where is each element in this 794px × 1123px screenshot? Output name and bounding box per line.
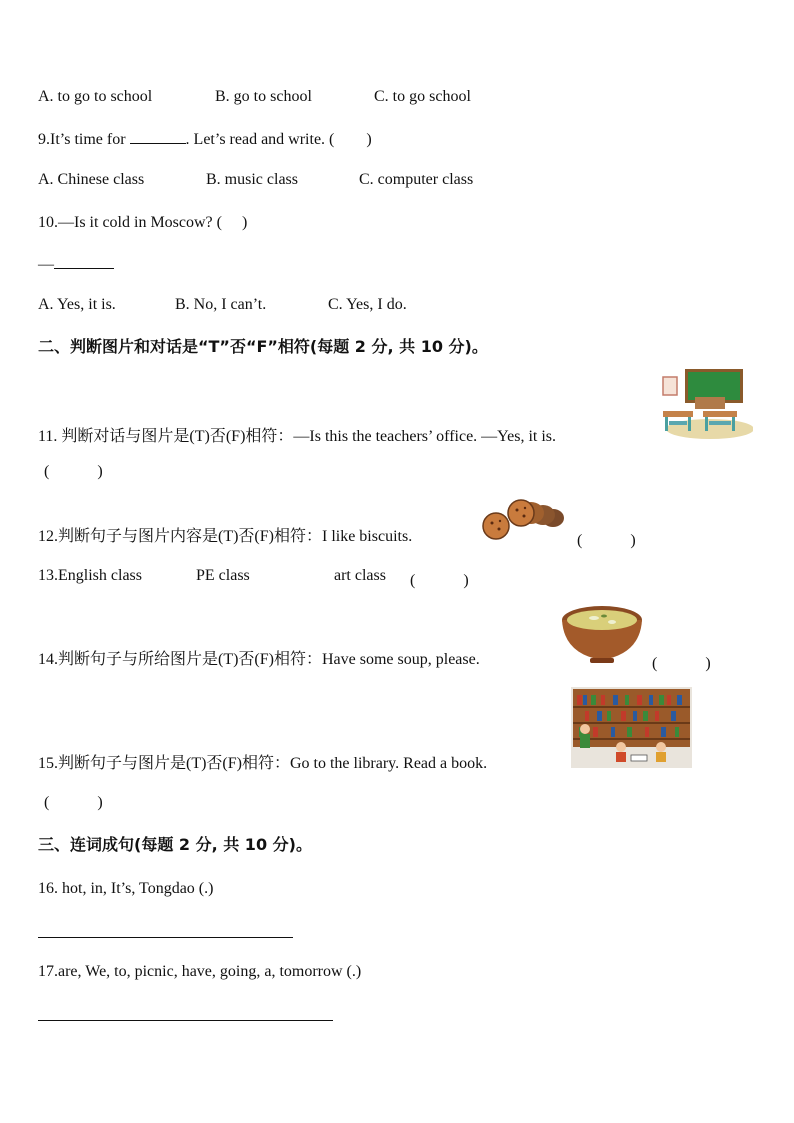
q8-option-b: B. go to school [215,88,312,105]
q9-stem [38,130,372,150]
q9-answer-paren: ( ) [329,131,372,148]
q10-stem: 10.—Is it cold in Moscow? ( ) [38,214,248,231]
q15-text: 15.判断句子与图片是(T)否(F)相符：Go to the library. Read a book. [38,755,488,772]
q16-answer-line [38,937,293,938]
section3-heading: 三、连词成句(每题 2 分, 共 10 分)。 [38,835,312,854]
q8-option-a: A. to go to school [38,88,153,105]
q10-option-b: B. No, I can’t. [175,296,267,313]
q10-blank [54,268,114,269]
q12-text: 12.判断句子与图片内容是(T)否(F)相符：I like biscuits. [38,528,413,545]
q13-item-english: 13.English class [38,567,142,584]
section2-heading: 二、判断图片和对话是“T”否“F”相符(每题 2 分, 共 10 分)。 [38,337,488,356]
q10-option-c: C. Yes, I do. [328,296,407,313]
q9-option-c: C. computer class [359,171,474,188]
q11-text: 11. 判断对话与图片是(T)否(F)相符：—Is this the teachers’ office. —Yes, it is. [38,428,557,445]
q9-option-b: B. music class [206,171,298,188]
q13-item-art: art class [334,567,386,584]
q11-answer-paren: ( ) [44,463,103,480]
q9-stem-before: 9.It’s time for [38,131,130,148]
q14-text: 14.判断句子与所给图片是(T)否(F)相符：Have some soup, please. [38,651,480,668]
q17-answer-line [38,1020,333,1021]
q12-answer-paren: ( ) [577,532,636,549]
biscuits-picture-icon [481,498,567,542]
q15-answer-paren: ( ) [44,794,103,811]
q13-answer-paren: ( ) [410,572,469,589]
q10-reply-line [38,255,114,275]
q17-text: 17.are, We, to, picnic, have, going, a, tomorrow (.) [38,963,362,980]
q13-item-pe: PE class [196,567,250,584]
q9-option-a: A. Chinese class [38,171,145,188]
q14-answer-paren: ( ) [652,655,711,672]
q9-blank [130,143,186,144]
q8-option-c: C. to go school [374,88,471,105]
classroom-picture-icon [655,367,753,443]
library-picture-icon [571,687,692,768]
q16-text: 16. hot, in, It’s, Tongdao (.) [38,880,214,897]
soup-bowl-picture-icon [560,602,644,666]
q10-dash: — [38,256,54,273]
q10-option-a: A. Yes, it is. [38,296,116,313]
q9-stem-after: . Let’s read and write. [185,131,326,148]
